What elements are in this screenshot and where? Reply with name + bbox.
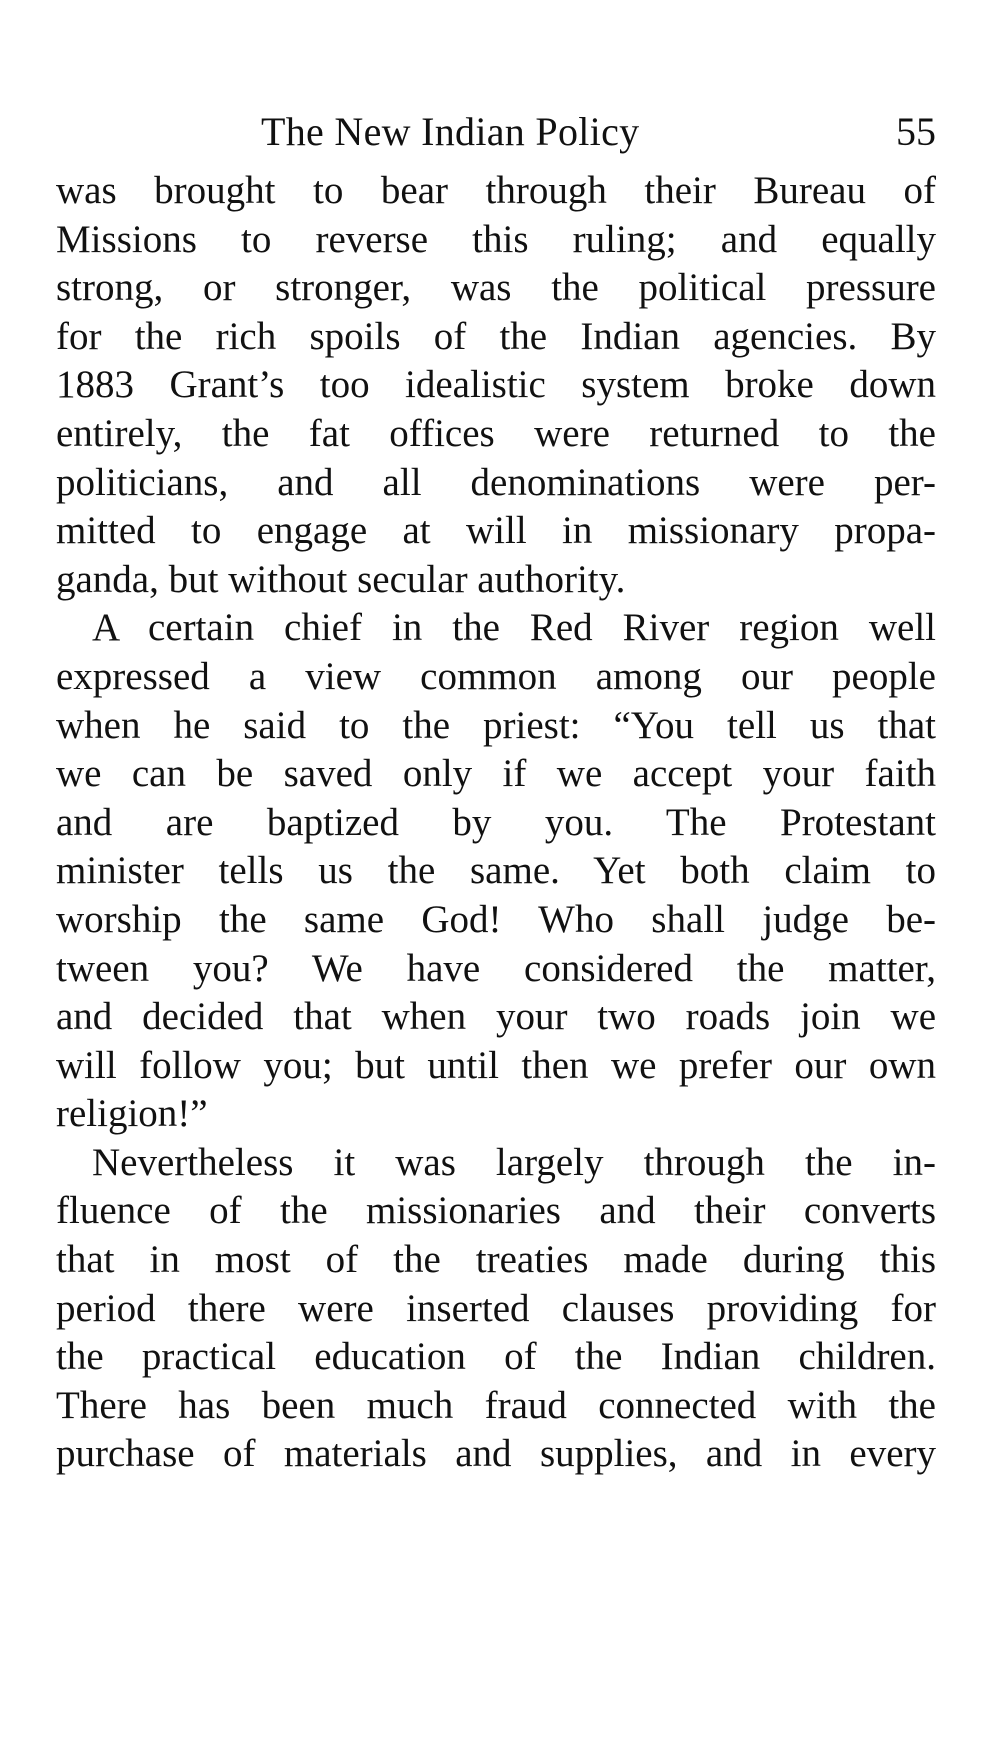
text-line: ganda, but without secular authority. (56, 557, 626, 601)
running-head (56, 108, 936, 158)
text-line: A certain chief in the Red River region well (92, 606, 936, 650)
text-line: mitted to engage at will in missionary propa- (56, 509, 936, 553)
text-line: There has been much fraud connected with the (56, 1383, 936, 1427)
running-title: The New Indian Policy (261, 109, 640, 154)
text-line: tween you? We have considered the matter, (56, 946, 936, 990)
text-line: that in most of the treaties made during this (56, 1238, 936, 1282)
text-line: worship the same God! Who shall judge be- (56, 897, 936, 941)
text-line: period there were inserted clauses providing for (56, 1286, 936, 1330)
text-line: was brought to bear through their Bureau of (56, 169, 936, 212)
text-line: 1883 Grant’s too idealistic system broke down (56, 363, 936, 407)
text-line: we can be saved only if we accept your faith (56, 752, 936, 796)
text-line: and decided that when your two roads join we (56, 995, 936, 1039)
text-line: and are baptized by you. The Protestant (56, 800, 936, 844)
text-line: the practical education of the Indian children. (56, 1335, 936, 1379)
text-line: will follow you; but until then we prefer our own (56, 1043, 936, 1087)
text-line: entirely, the fat offices were returned to the (56, 411, 936, 455)
text-line: Missions to reverse this ruling; and equally (56, 217, 936, 261)
text-line: politicians, and all denominations were per- (56, 460, 936, 504)
text-line: expressed a view common among our people (56, 654, 936, 698)
text-line: religion!” (56, 1092, 208, 1136)
text-line: for the rich spoils of the Indian agencies. By (56, 314, 936, 358)
text-line: purchase of materials and supplies, and in every (56, 1432, 936, 1476)
text-line: strong, or stronger, was the political pressure (56, 266, 936, 310)
page-number: 55 (896, 109, 936, 154)
body-text (56, 167, 936, 1479)
text-line: when he said to the priest: “You tell us that (56, 703, 936, 747)
text-line: minister tells us the same. Yet both claim to (56, 849, 936, 893)
text-line: Nevertheless it was largely through the in- (92, 1140, 936, 1184)
text-line: fluence of the missionaries and their converts (56, 1189, 936, 1233)
